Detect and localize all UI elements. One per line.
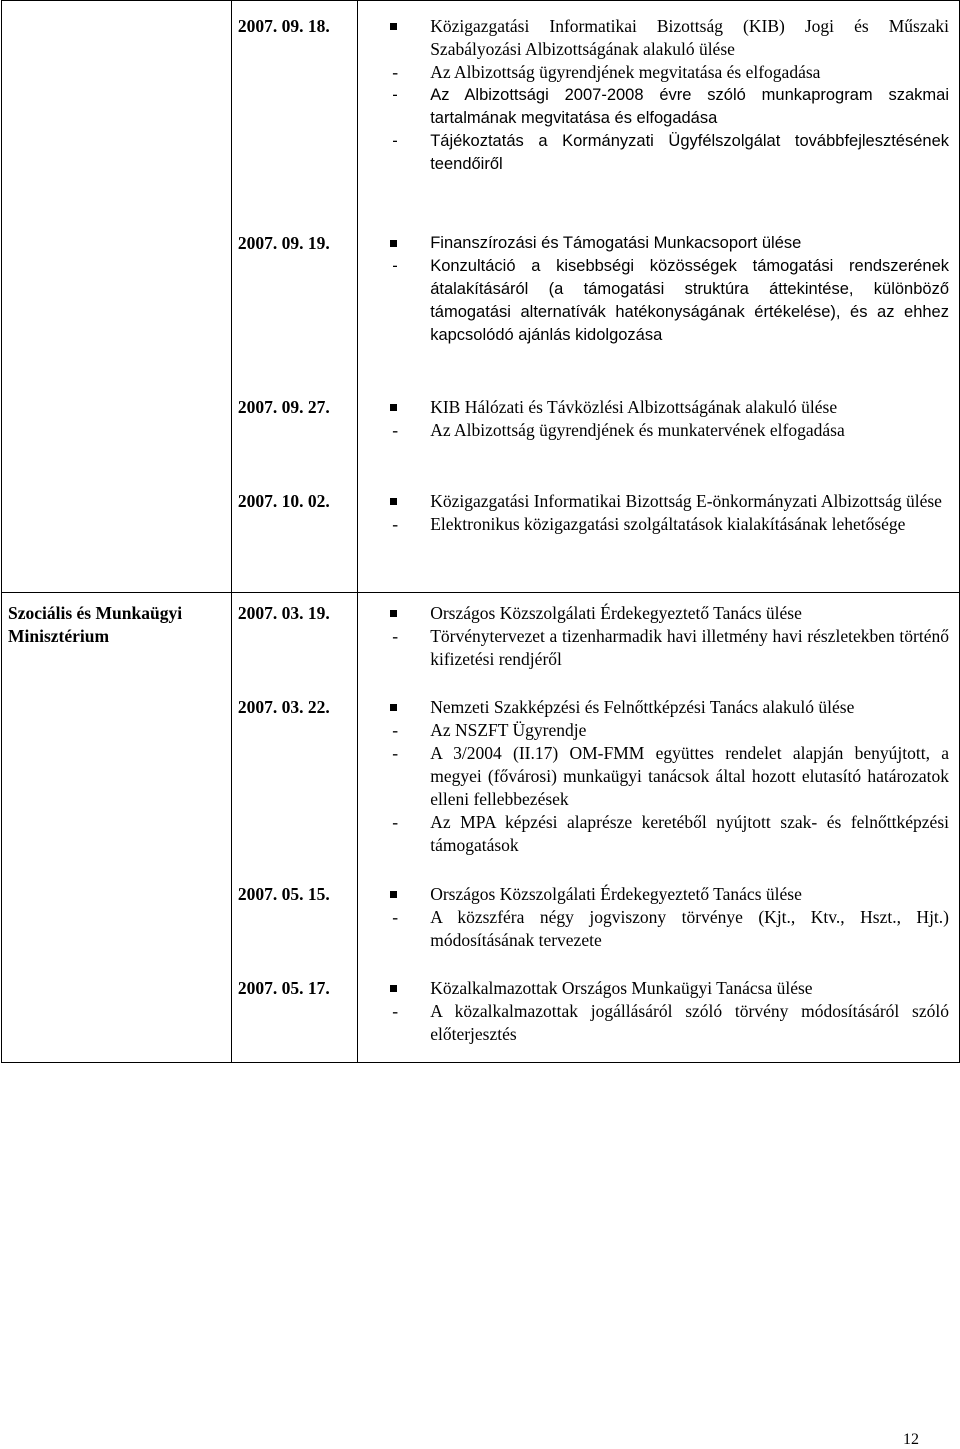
events-cell [358, 1, 960, 593]
agenda-item [392, 719, 949, 742]
agenda-item-text: Elektronikus közigazgatási szolgáltatások kialakításának lehetősége [430, 514, 906, 534]
agenda-item [392, 811, 949, 857]
dash-icon: - [392, 62, 399, 82]
dash-icon: - [392, 720, 399, 740]
bullet-icon [390, 891, 397, 898]
agenda-item [392, 419, 949, 442]
date-cell [231, 1, 357, 593]
event-entry [358, 602, 959, 696]
agenda-item [392, 742, 949, 811]
agenda-list [392, 255, 949, 347]
schedule-table [1, 0, 960, 1063]
agenda-item [392, 84, 949, 130]
event-date: 2007. 05. 15. [237, 884, 330, 904]
bullet-icon [390, 498, 397, 505]
agenda-item-text: Törvénytervezet a tizenharmadik havi illetmény havi részletekben történő kifizetési rendjéről [430, 626, 949, 669]
dash-icon: - [392, 626, 399, 646]
dash-icon: - [392, 514, 399, 534]
agenda-list [392, 906, 949, 952]
event-entry [358, 15, 959, 232]
dash-icon: - [392, 743, 399, 763]
agenda-item-text: Az Albizottság ügyrendjének megvitatása és elfogadása [430, 62, 821, 82]
agenda-item-text: Konzultáció a kisebbségi közösségek támogatási rendszerének átalakításáról (a támogatási struktúra áttekintése, különböző támogatási alternatívák hatékonyságának értékelése), és az ehhez kapcsolódó ajánlás kidolgozása [430, 257, 949, 344]
dash-icon: - [392, 1001, 399, 1021]
event-title: Országos Közszolgálati Érdekegyeztető Tanács ülése [430, 603, 802, 623]
bullet-icon [390, 23, 397, 30]
agenda-item-text: Az MPA képzési alaprésze keretéből nyújtott szak- és felnőttképzési támogatások [430, 812, 949, 855]
event-title: Országos Közszolgálati Érdekegyeztető Tanács ülése [430, 884, 802, 904]
agenda-list [392, 625, 949, 671]
page-number: 12 [903, 1431, 919, 1448]
agenda-item-text: Tájékoztatás a Kormányzati Ügyfélszolgálat továbbfejlesztésének teendőiről [430, 132, 949, 173]
dash-icon: - [392, 257, 398, 275]
event-entry [358, 977, 959, 1062]
event-title: KIB Hálózati és Távközlési Albizottságának alakuló ülése [430, 397, 838, 417]
bullet-icon [390, 610, 397, 617]
events-cell [358, 593, 960, 1063]
agenda-item-text: Az NSZFT Ügyrendje [430, 720, 587, 740]
ministry-name: Szociális és Munkaügyi Minisztérium [2, 593, 232, 1063]
agenda-list [392, 419, 949, 442]
event-date: 2007. 09. 18. [237, 16, 330, 36]
section-row [2, 593, 960, 1063]
agenda-item [392, 625, 949, 671]
event-entry [358, 232, 959, 396]
bullet-icon [390, 704, 397, 711]
ministry-cell [2, 1, 232, 593]
agenda-item [392, 61, 949, 84]
agenda-list [392, 719, 949, 857]
bullet-icon [390, 240, 397, 247]
dash-icon: - [392, 132, 398, 150]
section-row [2, 1, 960, 593]
bullet-icon [390, 404, 397, 411]
agenda-item [392, 1000, 949, 1046]
bullet-icon [390, 985, 397, 992]
agenda-list [392, 513, 949, 536]
event-date: 2007. 03. 22. [237, 697, 330, 717]
dash-icon: - [392, 907, 399, 927]
agenda-list [392, 1000, 949, 1046]
dash-icon: - [392, 812, 399, 832]
agenda-item-text: A közalkalmazottak jogállásáról szóló törvény módosításáról szóló előterjesztés [430, 1001, 949, 1044]
event-title: Nemzeti Szakképzési és Felnőttképzési Tanács alakuló ülése [430, 697, 855, 717]
event-date: 2007. 09. 19. [237, 233, 330, 253]
event-title: Közalkalmazottak Országos Munkaügyi Tanácsa ülése [430, 978, 813, 998]
agenda-item [392, 906, 949, 952]
event-entry [358, 396, 959, 490]
event-title: Finanszírozási és Támogatási Munkacsoport ülése [430, 234, 802, 252]
event-entry [358, 883, 959, 977]
agenda-item-text: A közszféra négy jogviszony törvénye (Kjt., Ktv., Hszt., Hjt.) módosításának tervezete [430, 907, 949, 950]
dash-icon: - [392, 86, 398, 104]
agenda-item [392, 130, 949, 176]
agenda-item-text: Az Albizottsági 2007-2008 évre szóló munkaprogram szakmai tartalmának megvitatása és elfogadása [430, 86, 949, 127]
agenda-item-text: A 3/2004 (II.17) OM-FMM együttes rendelet alapján benyújtott, a megyei (fővárosi) munkaügyi tanácsok által hozott elutasító határozatok elleni fellebbezések [430, 743, 949, 809]
event-date: 2007. 09. 27. [237, 397, 330, 417]
event-entry [358, 696, 959, 883]
date-cell [231, 593, 357, 1063]
agenda-item [392, 513, 949, 536]
event-entry [358, 490, 959, 592]
event-date: 2007. 05. 17. [237, 978, 330, 998]
event-title: Közigazgatási Informatikai Bizottság (KIB) Jogi és Műszaki Szabályozási Albizottságának alakuló ülése [430, 16, 949, 59]
event-date: 2007. 03. 19. [237, 603, 330, 623]
dash-icon: - [392, 420, 399, 440]
agenda-list [358, 61, 949, 176]
agenda-item [392, 255, 949, 347]
event-date: 2007. 10. 02. [237, 491, 330, 511]
agenda-item-text: Az Albizottság ügyrendjének és munkatervének elfogadása [430, 420, 845, 440]
event-title: Közigazgatási Informatikai Bizottság E-önkormányzati Albizottság ülése [430, 491, 942, 511]
